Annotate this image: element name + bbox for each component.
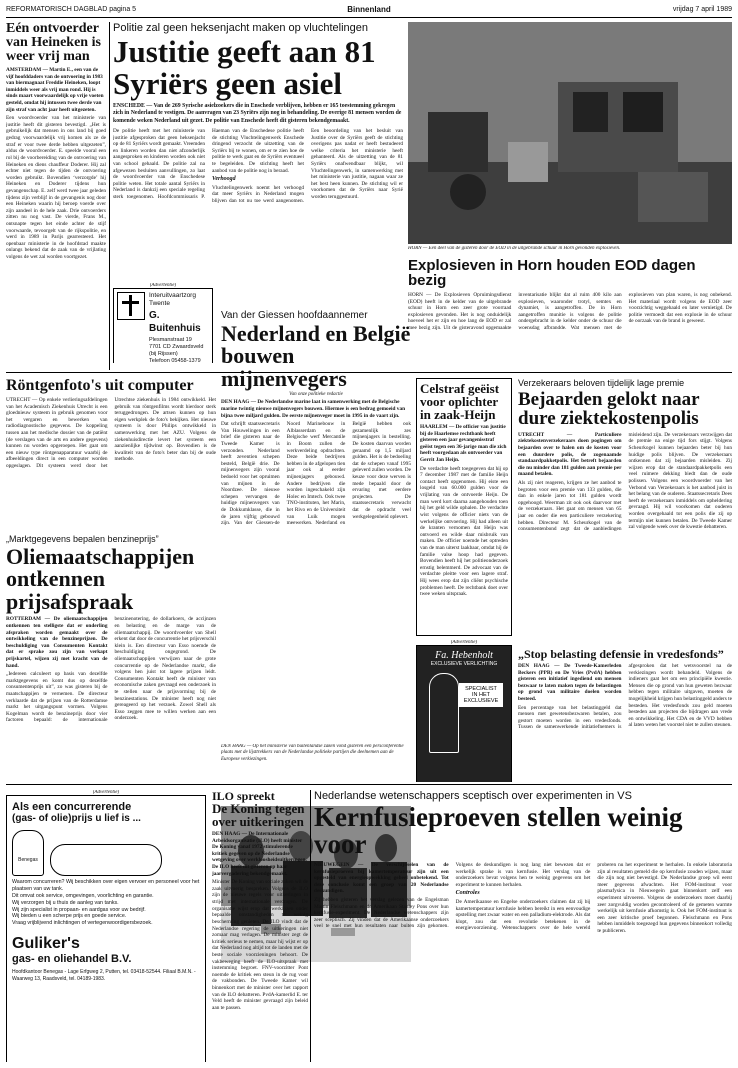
lead-ilo: DEN HAAG — De Internationale Arbeidsorganisatie (ILO) heeft minister De Koning vanaf 1972 stimulerende kritiek gegeven op de Nederlandse wetgeving over werkloosheidsuitkeringen. De ILO heeft dit gisteren op haar jaarvergadering bekendgemaakt. <box>212 831 307 877</box>
article-olie <box>6 534 216 796</box>
body-bejaarden: Als zij niet reageren, krijgen ze het aanbod te begroten voor een premie van 133 gulden, die dan in enkele jaren tot 181 gulden wordt opgehoogd. Weerman zit ook ook daarvoor met de verzekeraars. Het gaat om mensen van 65 jaar en ouder die een particuliere verzekering hebben. Directeur M. Scheurkogel van de consumentenbond zegt dat de aanbiedingen misleidend zijn. De verzekeraars verzwijgen dat de premie na enige tijd fors stijgt. Volgens Scheurkogel kunnen bejaarden beter bij hun huidige polis blijven. De verzekeraars ontkennen dat zij bejaarden misleiden. Zij wijzen erop dat de standaardpakketpolis een veel ruimere dekking biedt dan de oude polissen. Volgens een woordvoerder van het Verbond van Verzekeraars is het aanbod juist in het belang van de ouderen. Staatssecretaris Dees heeft de verzekeraars inmiddels om opheldering gevraagd. Hij wil voorkomen dat ouderen worden overgehaald tot een polis die zij op termijn niet kunnen betalen. De Tweede Kamer zal volgende week over de kwestie debatteren. <box>518 431 732 533</box>
ad-tag: (Advertentie) <box>149 283 177 288</box>
article-mijnenvegers <box>221 310 411 580</box>
lead-heineken: AMSTERDAM — Martin E., een van de vijf hoofddaders van de ontvoering in 1983 van biermagnaat Freddie Heineken, loopt inmiddels weer als vrij man rond. Hij is sinds maart voorwaardelijk op vrije voeten gesteld, omdat hij intussen twee derde van zijn straf van acht jaar heeft uitgezeten. <box>6 67 104 113</box>
ad-gulikers-h1: Als een concurrerende <box>12 801 132 813</box>
gas-cylinder-icon <box>12 830 44 876</box>
article-heineken <box>6 22 106 312</box>
ad-uitvaart-owner: G. Buitenhuis <box>149 310 201 334</box>
lead-syriers: ENSCHEDE — Van de 269 Syrische asielzoekers die in Enschede verblijven, hebben er 165 toestemming gekregen zich in Nederland te vestigen. De aanvragen van 23 Syriërs zijn nog in behandeling. De overige 81 mensen worden de komende weken Nederland uit gezet. De politie van Enschede heeft dit gisteren bekendgemaakt. <box>113 103 402 124</box>
ad-gulikers-line-2: Wij zijn specialist in propaan- en aardgas voor uw bedrijf. <box>12 906 146 913</box>
article-horn <box>408 258 732 368</box>
lead-bejaarden: UTRECHT — Particuliere ziektekostenverzekeraars doen pogingen om bejaarden over te halen om de kosten voor een duurdere polis, de zogenaamde standaardpakketpolis. Het betreft bejaarden die nu minder dan 181 gulden aan premie per maand betalen. <box>518 431 622 478</box>
masthead-left: REFORMATORISCH DAGBLAD pagina 5 <box>6 6 137 13</box>
body-celstraf: De verdachte heeft toegegeven dat hij op 7 december 1987 met de familie Heijn contact heeft opgenomen. Hij eiste een losgeld van 60.000 gulden voor de vrijlating van de ontvoerde Heijn. De man werd kort daarna aangehouden toen hij het geld wilde ophalen. De verdachte wist volgens de officier niets van de werkelijke ontvoering. Hij had alleen uit de kranten vernomen dat Heijn was ontvoerd en wilde daar misbruik van maken. De officier noemde het optreden van de man uiterst laakbaar, omdat hij de familie valse hoop had gegeven. Bovendien heeft hij het politieonderzoek ernstig belemmerd. De advocaat van de verdachte pleitte voor een lagere straf. Hij wees erop dat zijn cliënt psychische problemen heeft. De rechtbank doet over twee weken uitspraak. <box>420 465 508 598</box>
ad-gulikers-line-0: Dit omvat ook service, omgevingen, voorlichting en garantie. <box>12 892 154 899</box>
kicker-ilo: ILO spreekt <box>212 790 275 803</box>
caption-explosieven: HORN — Een deel van de gisteren door de EOD in de uitgebrande schuur in Horn gevonden explosieven. <box>408 246 621 251</box>
headline-rontgen: Röntgenfoto's uit computer <box>6 378 194 394</box>
ad-gulikers-tag: (Advertentie) <box>92 790 120 795</box>
ad-uitvaart <box>113 283 213 363</box>
ad-uitvaart-name: Interuitvaartzorg Twente <box>149 292 196 308</box>
ad-hebenholt-box: SPECIALIST IN HET EXCLUSIEVE <box>459 683 503 707</box>
body-vredesfonds: Een percentage van het belastinggeld dat mensen met gewetensbezwaren betalen, zou gestort moeten worden in een vredesfonds. Tussen de samenwerkende initiatiefnemers is afgesproken dat het wetsvoorstel na de verkiezingen wordt behandeld. Volgens de indieners gaat het om een principiële kwestie. Mensen die op grond van hun geweten bezwaar hebben tegen militaire uitgaven, moeten de mogelijkheid krijgen hun belastinggeld anders te besteden. Het vredesfonds zou geld moeten besteden aan projecten die bijdragen aan vrede en ontwikkeling. Het CDA en de VVD hebben al laten weten het voorstel niet te zullen steunen. <box>518 663 732 731</box>
lead-celstraf: HAARLEM — De officier van justitie bij de Haarlemse rechtbank heeft gisteren een jaar gevangenisstraf geëist tegen een 36-jarige man die zich heeft voorgedaan als ontvoerder van Gerrit Jan Heijn. <box>420 424 507 464</box>
headline-bejaarden: Bejaarden gelokt naar dure ziektekostenpolis <box>518 389 700 430</box>
body-kernfusie: Zij hebben gisteren het verslag gelezen van de Engelsman Martin Fleischmann en de Amerikaan Stanley Pons over hun kernfusie-experiment. De Nederlandse wetenschappers zijn zeer sceptisch. Zij vinden dat de Amerikaanse onderzoekers veel te snel met hun resultaten naar buiten zijn gekomen. Volgens de deskundigen is nog lang niet bewezen dat er werkelijk sprake is van kernfusie. Het verslag van de onderzoekers bevat volgens hen te weinig gegevens om het experiment te kunnen herhalen. <box>314 862 591 930</box>
body2-kernfusie: De Amerikaanse en Engelse onderzoekers claimen dat zij bij kamertemperatuur kernfusie hebben bereikt in een eenvoudige opstelling met zwaar water en een palladium-elektrode. Als dat klopt, zou dat een revolutie betekenen in de energievoorziening. Wetenschappers over de hele wereld proberen nu het experiment te herhalen. In enkele laboratoria zijn al resultaten gemeld die op kernfusie zouden wijzen, maar die zijn nog niet bevestigd. De Nederlandse groep wil eerst meer gegevens afwachten. Het FOM-instituut voor plasmafysica in Nieuwegein gaat binnenkort zelf een experiment uitvoeren. Volgens de onderzoekers moet daarbij zeer zorgvuldig worden gecontroleerd of de gemeten warmte werkelijk uit kernfusie afkomstig is. Ook het FOM-instituut is een zeer kritische proef begonnen. Fleischmann en Pons hebben inmiddels toegezegd hun gegevens binnenkort volledig te publiceren. <box>455 862 732 935</box>
body-ilo: Minister De Koning van sociale zaken wil de zaak uitvoerig bespreken. Volgens de ILO zijn de nieuwe regels voor uitkeringen in strijd met internationale verdragen. De organisatie wijst erop dat werklozen onder bepaalde omstandigheden te weinig bescherming genieten. De ILO vindt dat de Nederlandse regering de uitkeringen niet zomaar mag verlagen. De minister zegt de kritiek serieus te nemen, maar hij wijst er op dat Nederland nog altijd tot de landen met de beste sociale voorzieningen behoort. De vakbeweging heeft de ILO-uitspraak met instemming begroet. FNV-voorzitter Pont noemde de kritiek een steun in de rug voor de vakbonden. De Tweede Kamer wil binnenkort met de minister over het rapport van de ILO debatteren. PvdA-kamerlid E. ter Veld heeft de minister gevraagd zijn beleid aan te passen. <box>212 879 308 1011</box>
ad-gulikers <box>6 790 206 1062</box>
article-bejaarden <box>518 378 732 642</box>
article-vredesfonds <box>518 648 732 778</box>
photo-explosieven <box>408 22 732 244</box>
kicker-bejaarden: Verzekeraars beloven tijdelijk lage premie <box>518 378 685 388</box>
subhead-kernfusie: Controles <box>455 890 480 897</box>
deck-mijnenvegers: Van onze politieke redactie <box>289 392 343 398</box>
kicker-kernfusie: Nederlandse wetenschappers sceptisch over experimenten in VS <box>314 790 632 802</box>
lead-vredesfonds: DEN HAAG — De Tweede-Kamerleden Beckers (PPR) en De Vries (PvdA) hebben gisteren een initiatief ingediend om mensen bezwaar te laten maken tegen de belastingen op grond van militaire doelen worden besteed. <box>518 663 622 703</box>
ad-uitvaart-addr: Plesmanstraat 19 <box>149 337 192 344</box>
column-rule <box>109 22 110 370</box>
gas-tank-icon <box>50 844 162 876</box>
body-rontgen: UTRECHT — Op enkele verlieringsafdelingen van het Academisch Ziekenhuis Utrecht is een gloednieuw systeem in gebruik genomen voor het vergaren en bewerken van radiodiagnostische gegevens. De koppeling tussen aan het medische dossier van de patiënt (de verslagen van de arts en andere gegevens) kunnen nu worden opgeroepen. Het gaat om een nieuw type röntgenapparatuur waarbij de afbeeldingen direct in een computer worden opgeslagen. Dit systeem werd door het Utrechtse ziekenhuis in 1984 ontwikkeld. Het gebruik van röntgenfilms wordt hierdoor sterk teruggedrongen. De artsen kunnen op hun eigen werkplek de foto's bekijken. Het nieuwe systeem is door Philips ontwikkeld in samenwerking met het AZU. Volgens de ziekenhuisdirectie levert het systeem een aanzienlijke tijdwinst op. Bovendien is de kwaliteit van de foto's beter dan bij de oude methode. <box>6 397 216 470</box>
column-rule-2 <box>310 790 311 1062</box>
caption-persconferentie: DEN HAAG — Op het ministerie van buitenlandse zaken vond gisteren een persconferentie plaats met de lijsttrekkers van de Nederlandse politieke partijen die deelnemen aan de Europese verkiezingen. <box>221 744 404 762</box>
ad-hebenholt-name: Fa. Hebenholt <box>435 650 493 661</box>
article-rontgen <box>6 378 216 528</box>
ad-gulikers-line-3: Wij bieden u een scherpe prijs en goede service. <box>12 913 127 920</box>
body-olie: „Iedereen calculeert op basis van dezelfde marktgegevens en komt dus op dezelfde consumentenprijs uit”, zo was gisteren bij de maatschappijen te vernemen. De directeur verklaarde dat de prijzen van de Rotterdamse markt het uitgangspunt vormen. Volgens Kogelman wordt de benzineprijs door vier factoren bepaald: de internationale benzinenotering, de dollarkoers, de accijnzen en belasting en de marge van de oliemaatschappij. De woordvoerder van Shell erkent dat door de concurrentie het prijsverschil klein is. Een directeur van Esso noemde de beschuldiging ongegrond. De oliemaatschappijen verwijzen naar de grote concurrentie op de Nederlandse markt, die volgens hen juist tot lagere prijzen leidt. Consumenten Kontakt heeft de minister van economische zaken gevraagd een onderzoek in te stellen naar de prijsvorming bij de benzinestations. De minister heeft nog niet gereageerd op het verzoek. Zowel Shell als Esso zeggen mee te willen werken aan een onderzoek. <box>6 616 216 724</box>
ad-hebenholt-sub: EXCLUSIEVE VERLICHTING <box>430 661 498 667</box>
article-kernfusie <box>314 790 732 1062</box>
headline-mijnenvegers: Nederland en België bouwen mijnenvegers <box>221 321 411 391</box>
brand-label: Benegas <box>18 857 38 863</box>
section-name: Binnenland <box>347 5 391 14</box>
body-horn: HORN — De Explosieven Opruimingsdienst (EOD) heeft in de kelder van de uitgebrande schuur in Horn een zeer grote voorraad explosieven gevonden. Het is nog onduidelijk hoeveel het er zijn en hoe lang de EOD er zal mee bezig zijn. Uit de gisteravond opgemaakte inventarisatie blijkt dat al ruim 400 kilo aan explosieven, waaronder trotyl, semtex en dynamiet, is aangetroffen. De in Horn aangetroffen munitie is volgens de politie ondergebracht in de kelder onder de schuur die woensdag afbrandde. Wat mensen met de explosieven van plan waren, is nog onbekend. Het materiaal wordt volgens de EOD zeer voorzichtig weggehaald en later vernietigd. De politie vermoedt dat een explosie in de schuur de oorzaak van de brand is geweest. <box>408 292 732 332</box>
subhead-syriers: Verhoogd <box>212 176 236 183</box>
article-ilo <box>212 790 308 1062</box>
lamp-icon <box>429 673 459 753</box>
lead-mijnenvegers: DEN HAAG — De Nederlandse marine laat in samenwerking met de Belgische marine twintig nieuwe mijnenvegers bouwen. Hiermee is een bedrag gemoeid van bijna twee miljard gulden. De eerste mijnenveger moet in 1995 in de vaart zijn. <box>221 399 406 419</box>
lead-olie: ROTTERDAM — De oliemaatschappijen ontkennen ten stelligste dat er onderling afspraken worden gemaakt over de ontwikkeling van de benzineprijzen. De beschuldiging van Consumenten Kontakt dat er sprake zou zijn van verkapt prijskartel, wijzen zij met kracht van de hand. <box>6 616 108 669</box>
headline-kernfusie: Kernfusieproeven stellen weinig voor <box>314 802 683 859</box>
headline-celstraf: Celstraf geëist voor oplichter in zaak-Heijn <box>420 381 500 422</box>
ad-gulikers-name1: Guliker's <box>12 935 80 953</box>
cross-logo-icon <box>117 292 145 320</box>
ad-gulikers-line-1: Wij verzorgen bij u thuis de aanleg van tanks. <box>12 899 119 906</box>
section-rule-2 <box>6 784 732 785</box>
body2-syriers: Vluchtelingenwerk noemt het verhoogd dat meer Syriërs in Nederland mogen blijven dan tot nu toe werd aangenomen. Een beoordeling van het besluit van Justitie over de Syriërs geeft de stichting overigens pas nadat er heeft bestudeerd welke criteria het ministerie heeft gehanteerd. Als de uitzetting van de 81 Syriërs onafwendbaar blijkt, wil Vluchtelingenwerk, in samenwerking met het ministerie van justitie, nagaan waar ze het best heen kunnen. De stichting wil er voorkomen dat de Syriërs naar Syrië worden teruggestuurd. <box>212 127 403 204</box>
issue-date: vrijdag 7 april 1989 <box>672 6 732 13</box>
ad-gulikers-name2: gas- en oliehandel B.V. <box>12 953 132 966</box>
article-syriers <box>113 22 403 307</box>
kicker-olie: „Marktgegevens bepalen benzineprijs” <box>6 534 159 544</box>
headline-heineken: Eén ontvoerder van Heineken is weer vrij man <box>6 22 101 64</box>
headline-ilo: De Koning tegen over uitkeringen <box>212 801 305 829</box>
ad-gulikers-line-4: Vraag vrijblijvend inlichtingen of vertegenwoordigersbezoek. <box>12 920 153 927</box>
headline-olie: Oliemaatschappijen ontkennen prijsafspraak <box>6 544 195 614</box>
headline-vredesfonds: „Stop belasting defensie in vredesfonds” <box>518 648 724 661</box>
body-heineken: Een woordvoerder van het ministerie van justitie heeft dit gisteren bevestigd. „Het is gebruikelijk dat mensen in ons land bij goed gedrag voorwaardelijk vrij komen als ze de straf er voor twee derde hebben uitgezeten”, aldus de woordvoerder. E. speelde vooral een rol bij de voorbereiding van de ontvoering van Heineken en diens chauffeur Doderer. Hij zal echter niet tegen de tijden de ontvoering worden gebruikt. Bovendien ‘verzorgde’ hij Heineken en Doderer tijdens hun gevangenschap. E. zelf werd twee jaar geleden tijdens zijn verblijf in de gevangenis nog door een Heineken waarin hij beroep voerde over zijn aandeel in de hele zaak. Drie ontvoerders zitten nu nog vast. De vierde, Frans M., ontsnapte tegen het einde achter de stijf voorwaarde, tevoorgelt van de rijkspolitie, en werd in 1989 in Parijs gearresteerd. Het openbaar ministerie in de hoofdstad maakte onlangs bekend dat de zaak van de vrijlating volgens de wet zal worden voortgezet. <box>6 115 106 261</box>
article-celstraf <box>416 378 512 636</box>
ad-gulikers-h2: (gas- of olie)prijs u lief is ... <box>12 813 141 824</box>
headline-syriers: Justitie geeft aan 81 Syriërs geen asiel <box>113 34 376 101</box>
ad-uitvaart-city: 7701 CD Zwaardsveld (bij Rijssen) <box>149 344 204 357</box>
masthead <box>6 4 732 18</box>
ad-hebenholt-tag: (Advertentie) <box>450 640 478 645</box>
kicker-syriers: Politie zal geen heksenjacht maken op vluchtelingen <box>113 22 368 34</box>
ad-uitvaart-tel: Telefoon 05458-1379 <box>149 357 201 363</box>
body-syriers: De politie heeft met het ministerie van justitie afgesproken dat geen heksenjacht op de 81 Syriërs wordt gemaakt. Vreemden en linkeren worden dan niet afzonderlijk aangesproken en kinderen worden ook niet van school gehaald. De politie zal na afgewezen besluiten aanvullingen, zo laat de woordvoerder van de Enschedese politie weten. Het totale aantal Syriërs in Nederland is dankzij een speciale regeling sterk toegenomen. Hoofdcommissaris P. Haeman van de Enschedese politie heeft de stichting Vluchtelingenwerk Enschede dringend verzocht de uitzetting van de Syriërs bij te wonen, om er te zien hoe de politie te werk gaat en de Syriërs eventueel te begeleiden. De stichting heeft het aanbod van de politie nog in beraad. <box>113 127 304 201</box>
ad-gulikers-addr: Hoofdkantoor Benegas - Lage Erfgweg 2, Putten, tel. 03418-52544. Filiaal B.M.N. - Waarweg 13, Raadsveld, tel. 04189-1983. <box>12 969 196 982</box>
ad-gulikers-question: Waarom concurreren? Wij beschikken over eigen vervoer en personeel voor het plaatsen van uw tank. <box>12 879 200 892</box>
headline-horn: Explosieven in Horn houden EOD dagen bezig <box>408 258 696 289</box>
ad-hebenholt <box>416 640 512 782</box>
body-mijnenvegers: Dat schrijft staatssecretaris Van Houwelingen in een brief die gisteren naar de Tweede Kamer is verzonden. Nederland heeft zeventien schepen besteld, België drie. De mijnenvegers zijn vooral bedoeld voor het opruimen van mijnen in de Noordzee. De nieuwe schepen vervangen de huidige mijnenvegers van de Dokkumklasse, die in de jaren vijftig gebouwd zijn. Van der Giessen-de Noord Marinebouw in Alblasserdam en de Belgische werf Mercantile in Boom zullen de werkverdeling opdrachten. Deze beide bedrijven hebben in de afgelopen tien jaar ook al eerder mijnenjagers gebouwd. Andere bedrijven die worden ingeschakeld zijn Holec en Imtech. Ook twee TNO-instituten, het Marin, het Rivo en de Universiteit van Luik mogen meewerken. Nederland en België hebben ook gezamenlijk zes mijnenjagers in bestelling. De kosten daarvan worden geraamd op 1,5 miljard gulden. Het is de bedoeling dat de schepen vanaf 1995 geleverd zullen worden. De keuze voor deze werven is mede bepaald door de ervaring met eerdere projecten. De staatssecretaris verwacht dat de opdracht veel werkgelegenheid oplevert. <box>221 421 411 527</box>
lead-kernfusie: NIEUWEGEIN — De verschijnselen van de kernfusieproeven bij kamertemperatuur zijn uit een opgesteld van energieopwekking geheel onbetekend. Tot deze conclusie komt een groep van 20 Nederlandse deskundigen. <box>314 862 449 895</box>
kicker-mijnenvegers: Van der Giessen hoofdaannemer <box>221 310 368 321</box>
